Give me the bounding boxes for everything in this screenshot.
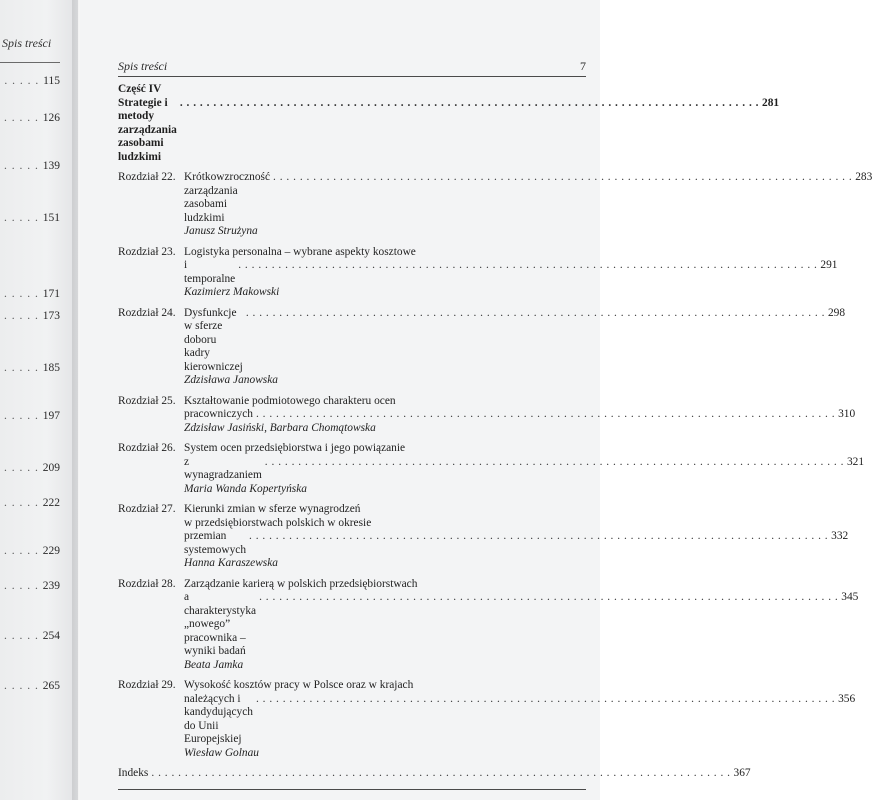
chapter-author: Janusz Strużyna: [184, 225, 258, 237]
left-page-number-value: 171: [42, 288, 60, 300]
left-page-number-value: 151: [42, 212, 60, 224]
chapter-page: 283: [855, 171, 872, 183]
chapter-author: Kazimierz Makowski: [184, 286, 280, 298]
left-page-number: [0, 310, 60, 322]
left-page-number-value: 115: [43, 75, 60, 87]
dot-leader: . . . . .: [4, 497, 43, 509]
dot-leader: . . . . .: [4, 288, 43, 300]
left-page-number-value: 254: [42, 630, 60, 642]
chapter-label: Rozdział 29.: [118, 679, 176, 691]
index-line[interactable]: [118, 767, 751, 781]
left-page-number: [0, 462, 60, 474]
dot-leader: . . . . .: [4, 362, 43, 374]
chapter-title-line: [184, 679, 855, 693]
left-page: [0, 0, 78, 800]
chapter-author: Zdzisława Janowska: [184, 374, 278, 386]
chapter-title-text: Wysokość kosztów pracy w Polsce oraz w krajach: [184, 679, 414, 691]
left-page-number-value: 185: [42, 362, 60, 374]
left-page-number: [0, 630, 60, 642]
chapter-title-text: Logistyka personalna – wybrane aspekty kosztowe: [184, 245, 416, 258]
chapter-title-line: [184, 408, 855, 422]
chapter-title-text: należących i kandydujących do Unii Europejskiej: [184, 692, 253, 745]
dot-leader: [246, 307, 825, 321]
dot-leader: [249, 530, 828, 544]
dot-leader: . . . . .: [4, 160, 43, 172]
chapter-body: [184, 171, 872, 239]
chapter-title-text: Krótkowzroczność zarządzania zasobami ludzkimi: [184, 171, 271, 224]
chapter-label: Rozdział 23.: [118, 245, 176, 258]
chapter-title-text: i temporalne: [184, 259, 236, 285]
left-page-number: [0, 362, 60, 374]
chapter-body: [184, 578, 858, 673]
left-page-number-value: 209: [42, 462, 60, 474]
footer-rule: [118, 789, 586, 790]
left-page-number: [0, 580, 60, 592]
left-page-number-value: 126: [42, 112, 60, 124]
chapter-title-text: System ocen przedsiębiorstwa i jego powiązanie: [184, 442, 406, 454]
index-label: Indeks: [118, 767, 149, 779]
chapter-label: Rozdział 22.: [118, 171, 176, 183]
chapter-entry[interactable]: [118, 679, 856, 760]
left-page-number: [0, 212, 60, 224]
chapter-list: [118, 171, 872, 760]
chapter-title-line: [184, 259, 837, 286]
chapter-label: Rozdział 24.: [118, 306, 176, 319]
chapter-title-line: [184, 517, 848, 531]
chapter-entry[interactable]: [118, 306, 846, 388]
dot-leader: [265, 456, 844, 470]
chapter-body: [184, 503, 848, 571]
dot-leader: . . . . .: [4, 310, 43, 322]
chapter-title-line: [184, 442, 864, 456]
chapter-title-line: [184, 503, 848, 517]
chapter-body: [184, 679, 855, 760]
chapter-label: Rozdział 26.: [118, 442, 176, 454]
left-page-number-value: 265: [42, 680, 60, 692]
chapter-entry[interactable]: [118, 171, 872, 239]
page-number: 7: [580, 59, 586, 73]
left-page-number: [0, 680, 60, 692]
left-page-number: [0, 497, 60, 509]
chapter-author: Maria Wanda Kopertyńska: [184, 482, 307, 495]
index-page: 367: [733, 767, 751, 779]
dot-leader: [259, 591, 838, 605]
chapter-title-line: [184, 693, 855, 747]
chapter-title-text: przemian systemowych: [184, 530, 247, 556]
header-rule: [118, 76, 586, 77]
chapter-title-text: Kształtowanie podmiotowego charakteru ocen: [184, 394, 396, 407]
chapter-entry[interactable]: [118, 577, 859, 673]
left-page-number-value: 222: [42, 497, 60, 509]
chapter-label: Rozdział 25.: [118, 394, 176, 407]
chapter-title-line: [184, 578, 858, 592]
left-page-number: [0, 112, 60, 124]
dot-leader: [273, 171, 852, 185]
dot-leader: . . . . .: [4, 410, 43, 422]
table-of-contents: [118, 83, 872, 790]
left-page-number-value: 239: [42, 580, 60, 592]
dot-leader: . . . . .: [4, 462, 43, 474]
left-running-head: Spis treści: [2, 36, 52, 50]
chapter-title-line: [184, 395, 855, 409]
part-title: Strategie i metody zarządzania zasobami ludzkimi: [118, 96, 177, 163]
dot-leader: . . . . .: [4, 680, 43, 692]
chapter-title-line: [184, 171, 872, 225]
chapter-body: [184, 395, 855, 436]
left-page-number-value: 173: [42, 310, 60, 322]
chapter-title-line: [184, 246, 837, 260]
dot-leader: . . . . .: [4, 112, 43, 124]
chapter-title-line: [184, 307, 845, 375]
dot-leader: [151, 767, 730, 781]
chapter-body: [184, 442, 864, 496]
dot-leader: [256, 408, 835, 422]
chapter-title-text: a charakterystyka „nowego” pracownika – wyniki badań: [184, 591, 257, 657]
chapter-entry[interactable]: [118, 394, 856, 436]
part-label: Część IV: [118, 83, 162, 95]
left-page-number: [0, 545, 60, 557]
chapter-title-line: [184, 456, 864, 483]
chapter-author: Wiesław Golnau: [184, 746, 259, 759]
dot-leader: . . . . .: [4, 75, 44, 87]
chapter-label: Rozdział 27.: [118, 503, 176, 515]
part-page: 281: [762, 96, 780, 109]
chapter-page: 356: [838, 692, 856, 705]
chapter-body: [184, 307, 845, 388]
chapter-author: Beata Jamka: [184, 658, 244, 671]
chapter-title-line: [184, 530, 848, 557]
chapter-entry[interactable]: [118, 442, 865, 496]
dot-leader: [238, 259, 817, 273]
left-page-number-value: 197: [42, 410, 60, 422]
chapter-title-text: Kierunki zmian w sferze wynagrodzeń: [184, 503, 361, 515]
chapter-title-text: Zarządzanie karierą w polskich przedsiębiorstwach: [184, 577, 418, 590]
chapter-page: 298: [827, 306, 846, 319]
toc-page: [80, 0, 872, 800]
chapter-title-line: [184, 591, 858, 659]
dot-leader: . . . . .: [4, 580, 43, 592]
dot-leader: [256, 693, 835, 707]
left-page-number-value: 139: [42, 160, 60, 172]
chapter-author: Hanna Karaszewska: [184, 557, 278, 569]
left-page-number: [0, 75, 60, 87]
left-page-number: [0, 410, 60, 422]
chapter-label: Rozdział 28.: [118, 577, 176, 590]
chapter-page: 332: [831, 530, 849, 542]
chapter-title-text: w przedsiębiorstwach polskich w okresie: [184, 516, 372, 529]
chapter-title-text: pracowniczych: [184, 408, 253, 420]
left-page-number-value: 229: [42, 545, 60, 557]
chapter-page: 321: [846, 455, 865, 468]
chapter-entry[interactable]: [118, 245, 838, 300]
running-head: Spis treści: [118, 59, 168, 73]
chapter-entry[interactable]: [118, 503, 849, 571]
chapter-title-text: z wynagradzaniem: [184, 455, 262, 481]
chapter-author: Zdzisław Jasiński, Barbara Chomątowska: [184, 421, 376, 434]
chapter-page: 291: [820, 259, 838, 271]
dot-leader: . . . . .: [4, 630, 43, 642]
part-title-line[interactable]: [118, 96, 780, 165]
chapter-body: [184, 246, 837, 300]
dot-leader: . . . . .: [4, 545, 43, 557]
chapter-page: 345: [841, 591, 859, 603]
left-page-number: [0, 160, 60, 172]
left-header-rule: [0, 62, 60, 63]
dot-leader: [180, 97, 759, 111]
dot-leader: . . . . .: [4, 212, 43, 224]
chapter-page: 310: [838, 408, 856, 420]
chapter-title-text: Dysfunkcje w sferze doboru kadry kierowniczej: [184, 306, 243, 373]
left-page-number: [0, 288, 60, 300]
